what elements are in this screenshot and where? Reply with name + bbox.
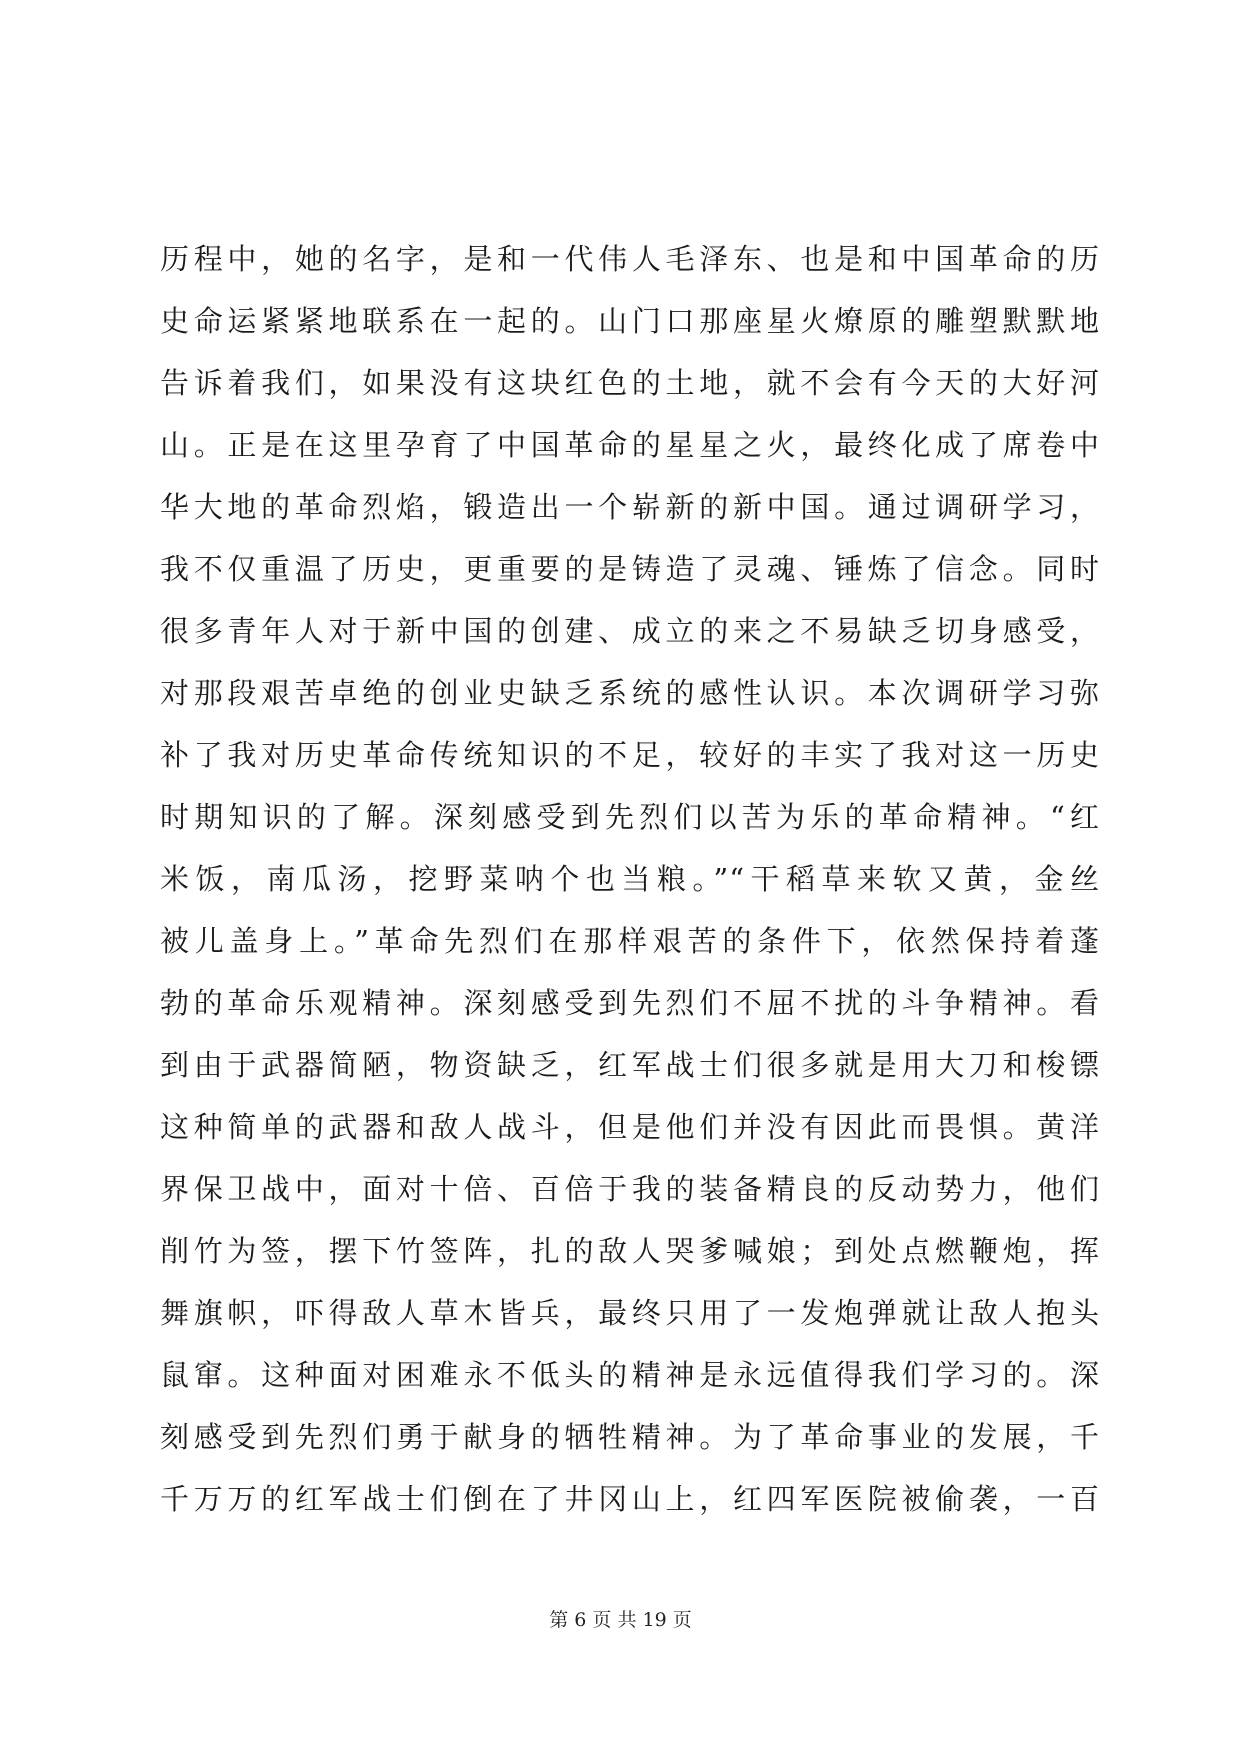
text-line: 华大地的革命烈焰，锻造出一个崭新的新中国。通过调研学习， (160, 490, 1100, 524)
text-line: 史命运紧紧地联系在一起的。山门口那座星火燎原的雕塑默默地 (160, 304, 1100, 338)
body-text (160, 228, 1100, 1530)
text-line: 鼠窜。这种面对困难永不低头的精神是永远值得我们学习的。深 (160, 1358, 1100, 1392)
text-line: 界保卫战中，面对十倍、百倍于我的装备精良的反动势力，他们 (160, 1172, 1100, 1206)
text-line: 勃的革命乐观精神。深刻感受到先烈们不屈不扰的斗争精神。看 (160, 986, 1100, 1020)
text-line: 被儿盖身上。”革命先烈们在那样艰苦的条件下，依然保持着蓬 (160, 924, 1100, 958)
text-line: 到由于武器简陋，物资缺乏，红军战士们很多就是用大刀和梭镖 (160, 1048, 1100, 1082)
text-line: 我不仅重温了历史，更重要的是铸造了灵魂、锤炼了信念。同时 (160, 552, 1100, 586)
text-line: 千万万的红军战士们倒在了井冈山上，红四军医院被偷袭，一百 (160, 1482, 1100, 1516)
text-line: 这种简单的武器和敌人战斗，但是他们并没有因此而畏惧。黄洋 (160, 1110, 1100, 1144)
text-line: 对那段艰苦卓绝的创业史缺乏系统的感性认识。本次调研学习弥 (160, 676, 1100, 710)
text-line: 米饭，南瓜汤，挖野菜呐个也当粮。”“干稻草来软又黄，金丝 (160, 862, 1100, 896)
text-line: 历程中，她的名字，是和一代伟人毛泽东、也是和中国革命的历 (160, 242, 1100, 276)
text-line: 很多青年人对于新中国的创建、成立的来之不易缺乏切身感受， (160, 614, 1100, 648)
text-line: 告诉着我们，如果没有这块红色的土地，就不会有今天的大好河 (160, 366, 1100, 400)
text-line: 舞旗帜，吓得敌人草木皆兵，最终只用了一发炮弹就让敌人抱头 (160, 1296, 1100, 1330)
text-line: 山。正是在这里孕育了中国革命的星星之火，最终化成了席卷中 (160, 428, 1100, 462)
text-line: 削竹为签，摆下竹签阵，扎的敌人哭爹喊娘；到处点燃鞭炮，挥 (160, 1234, 1100, 1268)
text-line: 时期知识的了解。深刻感受到先烈们以苦为乐的革命精神。“红 (160, 800, 1100, 834)
page-number-footer: 第 6 页 共 19 页 (549, 1609, 692, 1631)
text-line: 补了我对历史革命传统知识的不足，较好的丰实了我对这一历史 (160, 738, 1100, 772)
text-line: 刻感受到先烈们勇于献身的牺牲精神。为了革命事业的发展，千 (160, 1420, 1100, 1454)
